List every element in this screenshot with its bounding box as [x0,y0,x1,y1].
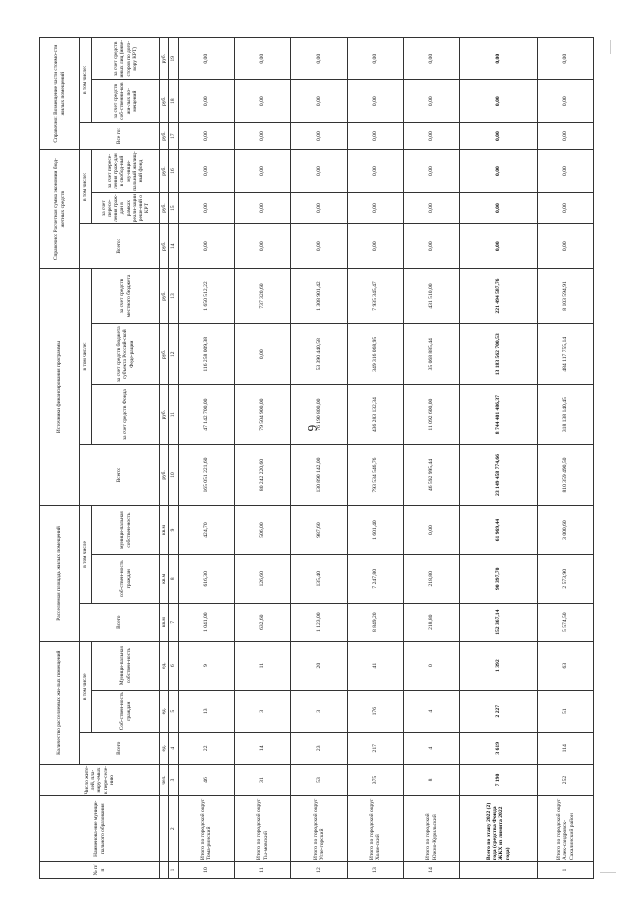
column-number-cell: 9 [169,506,178,555]
table-row [347,38,403,879]
column-number-cell: 14 [169,224,178,268]
unit-cell: руб. [160,122,169,150]
value-cell: 1 392 [460,641,537,690]
value-cell: 2 573,90 [537,554,593,603]
value-cell: 165 051 221,60 [178,444,234,505]
header-econ-free: за счет пересе-ления граж-дан в свобод-ный му-ници-пальный жилищ-ный фонд [92,150,160,192]
value-cell: 5 574,50 [537,603,593,641]
value-cell: 0,00 [347,80,403,122]
value-cell: 0,00 [235,192,291,224]
value-cell: 0,00 [403,38,459,80]
municipality-name-cell: Итого по городской округ Ты-мовский [235,796,291,862]
value-cell: 0,00 [291,224,347,268]
header-count-total: Всего [80,732,160,764]
value-cell: 218,80 [403,554,459,603]
unit-cell: ед. [160,641,169,690]
row-number-cell [460,862,537,879]
unit-cell: руб. [160,444,169,505]
header-area-mun: муници-пальная собствен-ность [92,506,160,555]
value-cell: 431 510,00 [403,268,459,323]
table-row [537,38,593,879]
municipality-name-cell: Итого по городской округ Угле-горский [291,796,347,862]
value-cell: 0,00 [291,150,347,192]
value-cell: 252 [537,764,593,796]
header-fin-group: Источники финансирования программы [40,268,80,505]
value-cell: 8 [403,764,459,796]
value-cell: 1 650 512,22 [178,268,234,323]
column-number-cell: 10 [169,444,178,505]
header-comp-other: за счет средств иных лиц (инве-сторов по дого-вору КРТ) [92,38,160,80]
municipality-name-cell: Итого по городской Южно-Курильский [403,796,459,862]
header-econ-incl: в том числе: [80,150,92,224]
value-cell: 318 138 140,45 [537,385,593,444]
value-cell: 484 117 755,14 [537,324,593,385]
value-cell: 0,00 [537,192,593,224]
value-cell: 0,00 [460,80,537,122]
column-number-cell: 1 [169,862,178,879]
column-number-cell: 5 [169,690,178,732]
value-cell: 0,00 [347,150,403,192]
value-cell: 7 935 345,47 [347,268,403,323]
value-cell: 436 283 132,34 [347,385,403,444]
value-cell: 349 316 068,95 [347,324,403,385]
value-cell: 0,00 [235,224,291,268]
column-number-cell: 3 [169,764,178,796]
value-cell: 53 390 440,58 [291,324,347,385]
total-row [460,38,537,879]
value-cell: 0,00 [178,192,234,224]
value-cell: 41 [347,641,403,690]
value-cell: 14 [235,732,291,764]
header-fin-local: за счет средств местного бюджета [92,268,160,323]
column-number-cell: 13 [169,268,178,323]
header-count-incl: в том числе [80,641,92,732]
value-cell: 0,00 [403,80,459,122]
unit-cell: руб. [160,385,169,444]
unit-cell: руб. [160,192,169,224]
column-number-cell: 7 [169,603,178,641]
header-no: № п/ п [40,862,160,879]
header-comp-own: за счет средств соб-ственни-ков жи-лых по-мещений [92,80,160,122]
value-cell: 126,60 [235,554,291,603]
unit-cell: руб. [160,80,169,122]
value-cell: 0 [403,641,459,690]
row-number-cell: 1 [537,862,593,879]
value-cell: 9 [178,641,234,690]
value-cell: 135,40 [291,554,347,603]
value-cell: 616,30 [178,554,234,603]
value-cell: 375 [347,764,403,796]
scan-mark [610,40,611,54]
value-cell: 218,80 [403,603,459,641]
municipality-name-cell: Итого по городской округ Алек-сандровск-Сахалинский район [537,796,593,862]
units-row [160,38,169,879]
unit-cell: кв.м [160,506,169,555]
value-cell: 810 359 490,50 [537,444,593,505]
value-cell: 0,00 [178,80,234,122]
value-cell: 0,00 [460,150,537,192]
value-cell: 0,00 [291,38,347,80]
value-cell: 152 367,14 [460,603,537,641]
unit-cell: руб. [160,150,169,192]
value-cell: 0,00 [347,122,403,150]
table-row [403,38,459,879]
unit-cell: кв.м [160,603,169,641]
value-cell: 11 092 600,00 [403,385,459,444]
value-cell: 130 890 142,00 [291,444,347,505]
unit-cell: кв.м [160,554,169,603]
header-residents: Число жите-лей, пла-ниру-емых к пере-селе-нию [40,764,160,796]
row-number-cell: 13 [347,862,403,879]
value-cell: 13 [178,690,234,732]
table-row [291,38,347,879]
header-econ-krt: за счет пересе-ления граж-дан в рамках реали-зации реше-ний о КРТ [92,192,160,224]
column-number-cell: 4 [169,732,178,764]
value-cell: 221 494 587,76 [460,268,537,323]
header-area-own: соб-ствен-ность граждан [92,554,160,603]
value-cell: 0,00 [178,150,234,192]
value-cell: 3 000,60 [537,506,593,555]
column-number-cell: 16 [169,150,178,192]
row-number-cell: 12 [291,862,347,879]
value-cell: 1 041,00 [178,603,234,641]
resettlement-table [39,37,594,879]
value-cell: 1 123,00 [291,603,347,641]
municipality-name-cell: Итого по городской округ Холм-ский [347,796,403,862]
value-cell: 2 227 [460,690,537,732]
value-cell: 0,00 [347,224,403,268]
unit-cell: руб. [160,268,169,323]
value-cell: 0,00 [460,38,537,80]
value-cell: 22 [178,732,234,764]
value-cell: 0,00 [291,192,347,224]
header-count-own: Соб-ствен-ность граждан [92,690,160,732]
header-fin-fund: за счет средств Фонда [92,385,160,444]
value-cell: 424,70 [178,506,234,555]
value-cell: 0,00 [537,122,593,150]
value-cell: 51 [537,690,593,732]
value-cell: 0,00 [403,150,459,192]
table-row [178,38,234,879]
unit-cell: ед. [160,732,169,764]
value-cell: 0,00 [460,192,537,224]
column-number-cell: 6 [169,641,178,690]
value-cell: 53 [291,764,347,796]
value-cell: 737 320,60 [235,268,291,323]
header-count-mun: Муници-пальная собствен-ность [92,641,160,690]
value-cell: 0,00 [235,80,291,122]
header-comp-total: Все го: [80,122,160,150]
page-number: 6 [305,424,320,432]
value-cell: 4 [403,690,459,732]
row-number-cell: 11 [235,862,291,879]
scan-mark [600,872,616,873]
value-cell: 7 247,80 [347,554,403,603]
column-number-cell: 19 [169,38,178,80]
value-cell: 13 183 562 700,53 [460,324,537,385]
value-cell: 20 [291,641,347,690]
value-cell: 80 242 220,60 [235,444,291,505]
value-cell: 1 308 901,42 [291,268,347,323]
value-cell: 793 534 546,76 [347,444,403,505]
value-cell: 632,60 [235,603,291,641]
value-cell: 0,00 [537,150,593,192]
value-cell: 0,00 [235,150,291,192]
column-number-cell: 12 [169,324,178,385]
header-area-total: Всего [80,603,160,641]
value-cell: 23 149 458 774,66 [460,444,537,505]
value-cell: 76 190 800,00 [291,385,347,444]
value-cell: 3 [291,690,347,732]
column-number-cell: 11 [169,385,178,444]
table-row [235,38,291,879]
value-cell: 0,00 [403,506,459,555]
value-cell: 7 190 [460,764,537,796]
value-cell: 46 [178,764,234,796]
value-cell: 987,60 [291,506,347,555]
value-cell: 0,00 [291,122,347,150]
header-fin-subject: за счет средств бюджета субъекта Россий-ской Феде-рации [92,324,160,385]
value-cell: 0,00 [291,80,347,122]
value-cell: 11 [235,641,291,690]
value-cell: 506,00 [235,506,291,555]
value-cell: 8 849,20 [347,603,403,641]
value-cell: 3 [235,690,291,732]
header-econ-total: Всего: [80,224,160,268]
municipality-name-cell: Итого по городской округ Тома-ринский [178,796,234,862]
row-number-cell: 14 [403,862,459,879]
value-cell: 0,00 [178,224,234,268]
column-number-cell: 2 [169,796,178,862]
header-area-incl: в том числе [80,506,92,603]
value-cell: 8 744 401 486,37 [460,385,537,444]
column-number-cell: 15 [169,192,178,224]
value-cell: 23 [291,732,347,764]
value-cell: 0,00 [537,80,593,122]
unit-cell: ед. [160,690,169,732]
rotated-table-wrapper [39,37,594,879]
value-cell: 0,00 [347,192,403,224]
value-cell: 79 504 900,00 [235,385,291,444]
value-cell: 4 [403,732,459,764]
value-cell: 0,00 [235,122,291,150]
header-comp-group: Справочно: Возмещение части стоимо-сти жилых помещений [40,38,80,150]
column-number-cell: 18 [169,80,178,122]
value-cell: 0,00 [403,224,459,268]
column-number-cell: 17 [169,122,178,150]
header-fin-total: Всего: [80,444,160,505]
value-cell: 90 397,70 [460,554,537,603]
value-cell: 46 592 995,44 [403,444,459,505]
value-cell: 0,00 [403,122,459,150]
unit-cell: руб. [160,224,169,268]
value-cell: 63 [537,641,593,690]
value-cell: 0,00 [178,38,234,80]
value-cell: 31 [235,764,291,796]
value-cell: 114 [537,732,593,764]
value-cell: 217 [347,732,403,764]
header-comp-incl: в том числе: [80,38,92,123]
value-cell: 176 [347,690,403,732]
value-cell: 61 969,44 [460,506,537,555]
header-count-group: Количество расселяемых жи-лых помещений [40,641,80,764]
header-econ-group: Справочно: Расчетная сумма экономии бюд-жетных средств [40,150,80,269]
value-cell: 0,00 [403,192,459,224]
value-cell: 35 068 885,44 [403,324,459,385]
column-numbers-row [169,38,178,879]
row-number-cell: 10 [178,862,234,879]
value-cell: 0,00 [537,224,593,268]
value-cell: 116 258 009,38 [178,324,234,385]
header-name: Наименова-ние муници-пального образования [40,796,160,862]
value-cell: 0,00 [537,38,593,80]
value-cell: 0,00 [235,324,291,385]
header-fin-incl: в том числе: [80,268,92,444]
value-cell: 0,00 [460,122,537,150]
header-area-group: Расселяемая площадь жилых помещений [40,506,80,642]
value-cell: 0,00 [178,122,234,150]
column-number-cell: 8 [169,554,178,603]
unit-cell: чел. [160,764,169,796]
value-cell: 0,00 [460,224,537,268]
municipality-name-cell: Всего по этапу 2022 (2) года (средства Фонда ЖКХ из лимита 2022 года) [460,796,537,862]
value-cell: 1 601,40 [347,506,403,555]
value-cell: 47 142 700,00 [178,385,234,444]
unit-cell: руб. [160,324,169,385]
value-cell: 0,00 [235,38,291,80]
value-cell: 0,00 [347,38,403,80]
value-cell: 3 619 [460,732,537,764]
unit-cell: руб. [160,38,169,80]
value-cell: 8 103 594,91 [537,268,593,323]
